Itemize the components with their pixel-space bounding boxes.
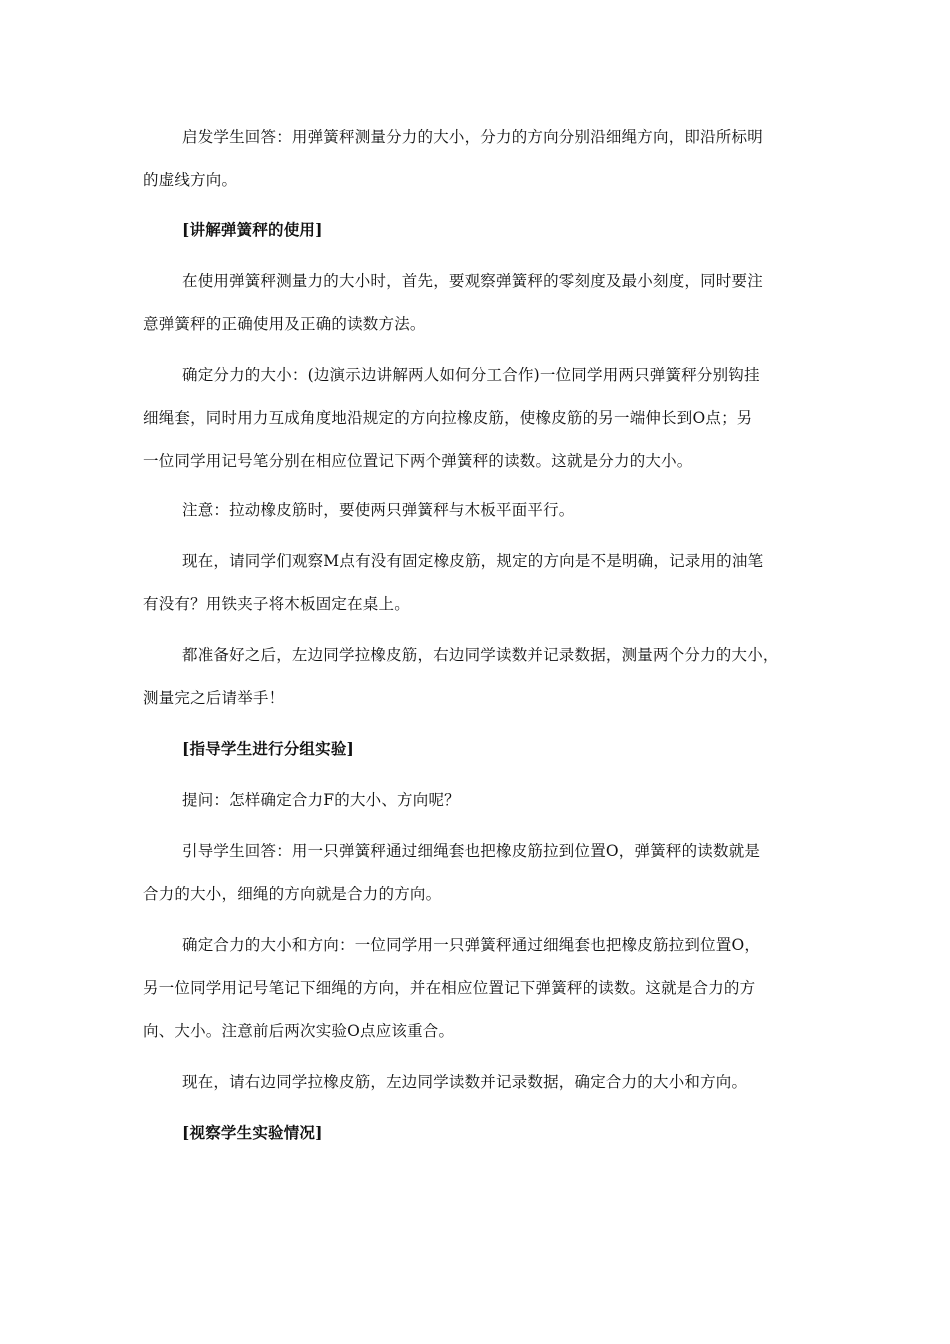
paragraph-7-line-1: 提问：怎样确定合力F的大小、方向呢？ [182, 791, 460, 809]
paragraph-3-line-2: 细绳套，同时用力互成角度地沿规定的方向拉橡皮筋，使橡皮筋的另一端伸长到O点；另 [143, 409, 753, 427]
paragraph-1-line-2: 的虚线方向。 [143, 171, 238, 189]
paragraph-2-line-1: 在使用弹簧秤测量力的大小时，首先，要观察弹簧秤的零刻度及最小刻度，同时要注 [182, 272, 763, 290]
section-heading-spring-scale-usage: [讲解弹簧秤的使用] [182, 220, 323, 239]
paragraph-5-line-1: 现在，请同学们观察M点有没有固定橡皮筋，规定的方向是不是明确，记录用的油笔 [182, 552, 764, 570]
paragraph-10-line-1: 现在，请右边同学拉橡皮筋，左边同学读数并记录数据，确定合力的大小和方向。 [182, 1073, 748, 1091]
paragraph-9-line-1: 确定合力的大小和方向：一位同学用一只弹簧秤通过细绳套也把橡皮筋拉到位置O， [182, 936, 761, 954]
section-heading-observe-experiment: [视察学生实验情况] [182, 1123, 323, 1142]
paragraph-9-line-2: 另一位同学用记号笔记下细绳的方向，并在相应位置记下弹簧秤的读数。这就是合力的方 [143, 979, 756, 997]
paragraph-3-line-1: 确定分力的大小：(边演示边讲解两人如何分工合作)一位同学用两只弹簧秤分别钩挂 [182, 366, 760, 384]
paragraph-8-line-1: 引导学生回答：用一只弹簧秤通过细绳套也把橡皮筋拉到位置O，弹簧秤的读数就是 [182, 842, 761, 860]
paragraph-4-line-1: 注意：拉动橡皮筋时，要使两只弹簧秤与木板平面平行。 [182, 501, 575, 519]
paragraph-6-line-1: 都准备好之后，左边同学拉橡皮筋，右边同学读数并记录数据，测量两个分力的大小， [182, 646, 779, 664]
paragraph-1-line-1: 启发学生回答：用弹簧秤测量分力的大小，分力的方向分别沿细绳方向，即沿所标明 [182, 128, 763, 146]
paragraph-2-line-2: 意弹簧秤的正确使用及正确的读数方法。 [143, 315, 426, 333]
paragraph-3-line-3: 一位同学用记号笔分别在相应位置记下两个弹簧秤的读数。这就是分力的大小。 [143, 452, 693, 470]
paragraph-5-line-2: 有没有？用铁夹子将木板固定在桌上。 [143, 595, 410, 613]
section-heading-group-experiment: [指导学生进行分组实验] [182, 739, 355, 758]
paragraph-6-line-2: 测量完之后请举手！ [143, 689, 285, 707]
paragraph-8-line-2: 合力的大小，细绳的方向就是合力的方向。 [143, 885, 442, 903]
paragraph-9-line-3: 向、大小。注意前后两次实验O点应该重合。 [143, 1022, 455, 1040]
